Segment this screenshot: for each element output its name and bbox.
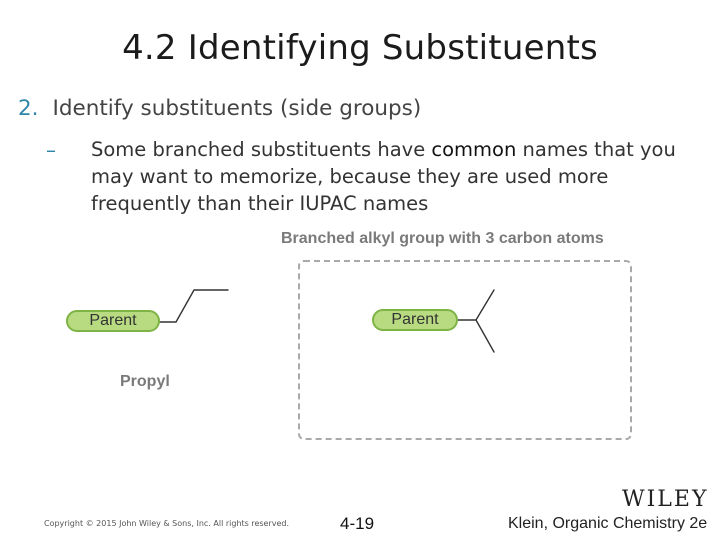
slide-title: 4.2 Identifying Substituents [122,28,598,68]
wiley-logo: WILEY [622,487,709,512]
figure-label: Branched alkyl group with 3 carbon atoms [281,230,604,247]
sub-text-emphasis: common [431,138,517,161]
propyl-caption: Propyl [120,373,170,390]
parent-label-isopropyl: Parent [372,309,458,331]
sub-text-end: names that you may want to memorize, because they are used more frequently than their IUPAC names [91,138,676,215]
page-number: 4-19 [340,514,375,533]
book-credit: Klein, Organic Chemistry 2e [508,515,708,532]
bullet-text: Identify substituents (side groups) [52,96,422,121]
sub-text-start: Some branched substituents have [91,138,432,161]
bullet-number: 2. [18,96,39,121]
isopropyl-upper-bond [458,290,494,320]
sub-bullet-dash: – [46,138,56,162]
copyright-notice: Copyright © 2015 John Wiley & Sons, Inc. All rights reserved. [44,519,290,528]
isopropyl-lower-bond [476,320,494,352]
propyl-chain-bonds [160,290,228,322]
parent-label-propyl: Parent [66,310,160,332]
